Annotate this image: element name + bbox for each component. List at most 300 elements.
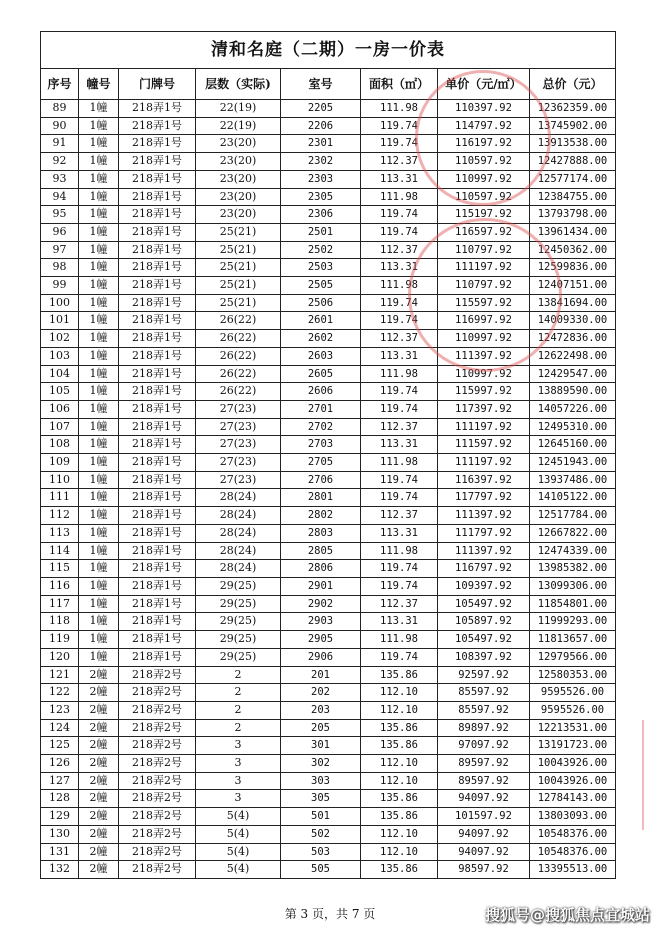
cell-total-price: 12645160.00: [530, 436, 616, 454]
cell-seq: 128: [41, 790, 79, 808]
cell-address: 218弄1号: [119, 135, 196, 153]
cell-area: 119.74: [361, 648, 438, 666]
table-row: [41, 542, 616, 560]
cell-room: 503: [281, 843, 361, 861]
cell-total-price: 12667822.00: [530, 524, 616, 542]
cell-area: 119.74: [361, 117, 438, 135]
cell-unit-price: 105497.92: [438, 595, 530, 613]
cell-unit-price: 111197.92: [438, 454, 530, 472]
cell-address: 218弄1号: [119, 383, 196, 401]
cell-room: 2905: [281, 631, 361, 649]
cell-floor: 26(22): [196, 312, 281, 330]
cell-seq: 105: [41, 383, 79, 401]
table-row: [41, 648, 616, 666]
table-row: [41, 684, 616, 702]
table-row: [41, 170, 616, 188]
cell-address: 218弄1号: [119, 170, 196, 188]
cell-area: 113.31: [361, 613, 438, 631]
table-row: [41, 400, 616, 418]
cell-building: 2幢: [79, 772, 119, 790]
cell-building: 1幢: [79, 259, 119, 277]
cell-unit-price: 115197.92: [438, 206, 530, 224]
cell-floor: 22(19): [196, 117, 281, 135]
cell-area: 111.98: [361, 542, 438, 560]
cell-floor: 28(24): [196, 489, 281, 507]
cell-address: 218弄1号: [119, 188, 196, 206]
cell-seq: 99: [41, 277, 79, 295]
cell-floor: 29(25): [196, 577, 281, 595]
cell-seq: 91: [41, 135, 79, 153]
cell-area: 113.31: [361, 524, 438, 542]
cell-total-price: 12362359.00: [530, 100, 616, 118]
table-row: [41, 790, 616, 808]
cell-address: 218弄1号: [119, 507, 196, 525]
column-header-address: 门牌号: [119, 69, 196, 100]
cell-address: 218弄1号: [119, 524, 196, 542]
cell-room: 2802: [281, 507, 361, 525]
cell-building: 1幢: [79, 153, 119, 171]
cell-floor: 25(21): [196, 241, 281, 259]
cell-total-price: 12622498.00: [530, 347, 616, 365]
table-row: [41, 330, 616, 348]
cell-floor: 5(4): [196, 843, 281, 861]
cell-unit-price: 110597.92: [438, 188, 530, 206]
cell-address: 218弄2号: [119, 790, 196, 808]
cell-room: 2306: [281, 206, 361, 224]
cell-area: 112.37: [361, 153, 438, 171]
cell-seq: 90: [41, 117, 79, 135]
cell-unit-price: 97097.92: [438, 737, 530, 755]
cell-area: 111.98: [361, 631, 438, 649]
cell-address: 218弄2号: [119, 755, 196, 773]
cell-floor: 23(20): [196, 170, 281, 188]
cell-building: 1幢: [79, 188, 119, 206]
cell-seq: 119: [41, 631, 79, 649]
cell-unit-price: 98597.92: [438, 861, 530, 879]
cell-unit-price: 85597.92: [438, 684, 530, 702]
cell-address: 218弄1号: [119, 241, 196, 259]
cell-building: 1幢: [79, 330, 119, 348]
cell-unit-price: 85597.92: [438, 701, 530, 719]
cell-unit-price: 105497.92: [438, 631, 530, 649]
cell-address: 218弄1号: [119, 542, 196, 560]
cell-area: 135.86: [361, 737, 438, 755]
cell-building: 1幢: [79, 241, 119, 259]
cell-room: 201: [281, 666, 361, 684]
cell-address: 218弄1号: [119, 436, 196, 454]
cell-area: 119.74: [361, 135, 438, 153]
cell-seq: 97: [41, 241, 79, 259]
cell-floor: 28(24): [196, 524, 281, 542]
cell-room: 303: [281, 772, 361, 790]
cell-unit-price: 111197.92: [438, 418, 530, 436]
cell-address: 218弄1号: [119, 117, 196, 135]
column-header-seq: 序号: [41, 69, 79, 100]
cell-floor: 29(25): [196, 631, 281, 649]
cell-floor: 27(23): [196, 400, 281, 418]
column-header-building: 幢号: [79, 69, 119, 100]
cell-unit-price: 117797.92: [438, 489, 530, 507]
cell-building: 1幢: [79, 206, 119, 224]
table-row: [41, 631, 616, 649]
cell-address: 218弄1号: [119, 330, 196, 348]
cell-address: 218弄1号: [119, 347, 196, 365]
cell-total-price: 12427888.00: [530, 153, 616, 171]
cell-address: 218弄1号: [119, 418, 196, 436]
table-row: [41, 347, 616, 365]
cell-unit-price: 116397.92: [438, 471, 530, 489]
table-row: [41, 701, 616, 719]
table-row: [41, 117, 616, 135]
cell-seq: 124: [41, 719, 79, 737]
table-row: [41, 471, 616, 489]
cell-total-price: 12429547.00: [530, 365, 616, 383]
cell-unit-price: 116997.92: [438, 312, 530, 330]
cell-unit-price: 109397.92: [438, 577, 530, 595]
cell-room: 2701: [281, 400, 361, 418]
cell-area: 113.31: [361, 347, 438, 365]
cell-seq: 115: [41, 560, 79, 578]
cell-room: 2206: [281, 117, 361, 135]
cell-building: 1幢: [79, 170, 119, 188]
cell-building: 1幢: [79, 277, 119, 295]
cell-floor: 26(22): [196, 347, 281, 365]
cell-seq: 101: [41, 312, 79, 330]
cell-total-price: 12450362.00: [530, 241, 616, 259]
cell-building: 2幢: [79, 684, 119, 702]
cell-area: 135.86: [361, 666, 438, 684]
cell-address: 218弄1号: [119, 223, 196, 241]
cell-unit-price: 110797.92: [438, 241, 530, 259]
cell-seq: 125: [41, 737, 79, 755]
cell-area: 111.98: [361, 365, 438, 383]
cell-address: 218弄2号: [119, 666, 196, 684]
cell-floor: 2: [196, 684, 281, 702]
cell-floor: 27(23): [196, 418, 281, 436]
cell-room: 2603: [281, 347, 361, 365]
cell-area: 119.74: [361, 577, 438, 595]
column-header-room: 室号: [281, 69, 361, 100]
cell-area: 112.10: [361, 825, 438, 843]
table-row: [41, 507, 616, 525]
cell-seq: 89: [41, 100, 79, 118]
cell-room: 2501: [281, 223, 361, 241]
cell-seq: 95: [41, 206, 79, 224]
table-row: [41, 489, 616, 507]
cell-unit-price: 94097.92: [438, 825, 530, 843]
cell-address: 218弄1号: [119, 100, 196, 118]
cell-room: 205: [281, 719, 361, 737]
cell-floor: 3: [196, 737, 281, 755]
cell-total-price: 13191723.00: [530, 737, 616, 755]
cell-floor: 29(25): [196, 595, 281, 613]
cell-area: 135.86: [361, 861, 438, 879]
cell-unit-price: 116597.92: [438, 223, 530, 241]
cell-total-price: 12577174.00: [530, 170, 616, 188]
cell-total-price: 12599836.00: [530, 259, 616, 277]
cell-floor: 27(23): [196, 454, 281, 472]
cell-total-price: 12384755.00: [530, 188, 616, 206]
cell-unit-price: 115997.92: [438, 383, 530, 401]
cell-unit-price: 89897.92: [438, 719, 530, 737]
cell-room: 2502: [281, 241, 361, 259]
cell-total-price: 14105122.00: [530, 489, 616, 507]
cell-area: 112.10: [361, 684, 438, 702]
cell-building: 1幢: [79, 577, 119, 595]
table-row: [41, 259, 616, 277]
cell-floor: 25(21): [196, 294, 281, 312]
cell-address: 218弄1号: [119, 153, 196, 171]
cell-address: 218弄2号: [119, 701, 196, 719]
cell-building: 1幢: [79, 507, 119, 525]
cell-floor: 2: [196, 666, 281, 684]
cell-unit-price: 110997.92: [438, 330, 530, 348]
cell-seq: 98: [41, 259, 79, 277]
cell-area: 135.86: [361, 719, 438, 737]
cell-seq: 93: [41, 170, 79, 188]
table-row: [41, 223, 616, 241]
cell-total-price: 10043926.00: [530, 772, 616, 790]
cell-total-price: 12472836.00: [530, 330, 616, 348]
cell-room: 2902: [281, 595, 361, 613]
cell-seq: 123: [41, 701, 79, 719]
cell-building: 1幢: [79, 524, 119, 542]
cell-area: 111.98: [361, 188, 438, 206]
cell-building: 2幢: [79, 808, 119, 826]
cell-floor: 26(22): [196, 383, 281, 401]
cell-room: 301: [281, 737, 361, 755]
cell-address: 218弄2号: [119, 825, 196, 843]
cell-area: 119.74: [361, 206, 438, 224]
table-body: [41, 100, 616, 879]
cell-room: 2806: [281, 560, 361, 578]
cell-address: 218弄1号: [119, 560, 196, 578]
cell-floor: 25(21): [196, 223, 281, 241]
cell-building: 1幢: [79, 100, 119, 118]
cell-address: 218弄1号: [119, 631, 196, 649]
cell-address: 218弄1号: [119, 277, 196, 295]
cell-floor: 23(20): [196, 206, 281, 224]
cell-address: 218弄2号: [119, 684, 196, 702]
cell-building: 2幢: [79, 701, 119, 719]
cell-building: 1幢: [79, 560, 119, 578]
cell-address: 218弄2号: [119, 737, 196, 755]
cell-seq: 102: [41, 330, 79, 348]
cell-building: 1幢: [79, 294, 119, 312]
cell-unit-price: 108397.92: [438, 648, 530, 666]
cell-unit-price: 105897.92: [438, 613, 530, 631]
cell-floor: 29(25): [196, 648, 281, 666]
cell-total-price: 11854801.00: [530, 595, 616, 613]
cell-seq: 129: [41, 808, 79, 826]
cell-room: 203: [281, 701, 361, 719]
cell-total-price: 9595526.00: [530, 701, 616, 719]
cell-area: 119.74: [361, 471, 438, 489]
cell-seq: 130: [41, 825, 79, 843]
cell-unit-price: 116797.92: [438, 560, 530, 578]
cell-floor: 27(23): [196, 436, 281, 454]
price-table: [40, 31, 616, 879]
cell-building: 1幢: [79, 365, 119, 383]
cell-area: 111.98: [361, 277, 438, 295]
cell-seq: 110: [41, 471, 79, 489]
cell-area: 119.74: [361, 383, 438, 401]
cell-seq: 113: [41, 524, 79, 542]
table-row: [41, 365, 616, 383]
cell-address: 218弄2号: [119, 843, 196, 861]
cell-building: 1幢: [79, 595, 119, 613]
cell-total-price: 11813657.00: [530, 631, 616, 649]
cell-area: 112.37: [361, 595, 438, 613]
cell-floor: 23(20): [196, 188, 281, 206]
cell-unit-price: 111397.92: [438, 347, 530, 365]
cell-unit-price: 114797.92: [438, 117, 530, 135]
table-row: [41, 241, 616, 259]
cell-floor: 26(22): [196, 330, 281, 348]
cell-total-price: 13913538.00: [530, 135, 616, 153]
cell-building: 2幢: [79, 719, 119, 737]
cell-area: 135.86: [361, 808, 438, 826]
table-row: [41, 277, 616, 295]
cell-total-price: 14009330.00: [530, 312, 616, 330]
table-row: [41, 737, 616, 755]
cell-room: 501: [281, 808, 361, 826]
cell-room: 2305: [281, 188, 361, 206]
cell-address: 218弄2号: [119, 772, 196, 790]
cell-room: 2901: [281, 577, 361, 595]
cell-area: 112.37: [361, 330, 438, 348]
cell-building: 1幢: [79, 542, 119, 560]
cell-address: 218弄1号: [119, 312, 196, 330]
cell-area: 113.31: [361, 170, 438, 188]
table-row: [41, 825, 616, 843]
cell-total-price: 13803093.00: [530, 808, 616, 826]
cell-total-price: 14057226.00: [530, 400, 616, 418]
cell-room: 2606: [281, 383, 361, 401]
cell-total-price: 10043926.00: [530, 755, 616, 773]
cell-building: 1幢: [79, 135, 119, 153]
cell-room: 505: [281, 861, 361, 879]
cell-room: 2805: [281, 542, 361, 560]
cell-address: 218弄1号: [119, 365, 196, 383]
cell-unit-price: 110797.92: [438, 277, 530, 295]
cell-address: 218弄2号: [119, 719, 196, 737]
cell-seq: 118: [41, 613, 79, 631]
cell-floor: 23(20): [196, 135, 281, 153]
cell-seq: 96: [41, 223, 79, 241]
cell-area: 112.37: [361, 507, 438, 525]
table-row: [41, 613, 616, 631]
cell-area: 119.74: [361, 560, 438, 578]
cell-building: 2幢: [79, 843, 119, 861]
cell-unit-price: 110397.92: [438, 100, 530, 118]
cell-floor: 22(19): [196, 100, 281, 118]
cell-unit-price: 92597.92: [438, 666, 530, 684]
table-row: [41, 719, 616, 737]
cell-floor: 28(24): [196, 560, 281, 578]
cell-total-price: 10548376.00: [530, 825, 616, 843]
cell-total-price: 11999293.00: [530, 613, 616, 631]
cell-seq: 117: [41, 595, 79, 613]
cell-total-price: 13745902.00: [530, 117, 616, 135]
cell-building: 1幢: [79, 312, 119, 330]
cell-address: 218弄2号: [119, 861, 196, 879]
cell-room: 502: [281, 825, 361, 843]
cell-unit-price: 101597.92: [438, 808, 530, 826]
cell-floor: 25(21): [196, 259, 281, 277]
cell-seq: 132: [41, 861, 79, 879]
cell-room: 2602: [281, 330, 361, 348]
cell-floor: 3: [196, 772, 281, 790]
cell-building: 1幢: [79, 613, 119, 631]
cell-seq: 116: [41, 577, 79, 595]
cell-total-price: 13099306.00: [530, 577, 616, 595]
cell-unit-price: 89597.92: [438, 755, 530, 773]
table-row: [41, 188, 616, 206]
cell-building: 2幢: [79, 755, 119, 773]
cell-room: 2205: [281, 100, 361, 118]
table-row: [41, 454, 616, 472]
cell-address: 218弄1号: [119, 471, 196, 489]
cell-seq: 94: [41, 188, 79, 206]
cell-area: 112.37: [361, 241, 438, 259]
cell-unit-price: 94097.92: [438, 843, 530, 861]
cell-unit-price: 117397.92: [438, 400, 530, 418]
cell-floor: 5(4): [196, 808, 281, 826]
price-sheet: [40, 31, 615, 879]
cell-area: 135.86: [361, 790, 438, 808]
cell-unit-price: 110597.92: [438, 153, 530, 171]
table-row: [41, 755, 616, 773]
table-row: [41, 560, 616, 578]
cell-building: 1幢: [79, 117, 119, 135]
cell-area: 112.10: [361, 772, 438, 790]
cell-floor: 27(23): [196, 471, 281, 489]
cell-seq: 108: [41, 436, 79, 454]
table-row: [41, 595, 616, 613]
cell-unit-price: 111397.92: [438, 507, 530, 525]
cell-total-price: 9595526.00: [530, 684, 616, 702]
cell-total-price: 13937486.00: [530, 471, 616, 489]
cell-total-price: 13889590.00: [530, 383, 616, 401]
cell-floor: 5(4): [196, 861, 281, 879]
cell-area: 111.98: [361, 454, 438, 472]
table-row: [41, 861, 616, 879]
cell-room: 2503: [281, 259, 361, 277]
cell-floor: 5(4): [196, 825, 281, 843]
cell-room: 2301: [281, 135, 361, 153]
cell-address: 218弄1号: [119, 294, 196, 312]
cell-building: 1幢: [79, 383, 119, 401]
cell-address: 218弄1号: [119, 259, 196, 277]
cell-building: 1幢: [79, 436, 119, 454]
cell-unit-price: 94097.92: [438, 790, 530, 808]
cell-address: 218弄1号: [119, 648, 196, 666]
cell-total-price: 12580353.00: [530, 666, 616, 684]
cell-seq: 103: [41, 347, 79, 365]
cell-building: 1幢: [79, 489, 119, 507]
cell-room: 2601: [281, 312, 361, 330]
cell-total-price: 13985382.00: [530, 560, 616, 578]
cell-seq: 112: [41, 507, 79, 525]
cell-floor: 3: [196, 790, 281, 808]
cell-address: 218弄2号: [119, 808, 196, 826]
cell-unit-price: 111797.92: [438, 524, 530, 542]
cell-total-price: 12474339.00: [530, 542, 616, 560]
cell-floor: 23(20): [196, 153, 281, 171]
cell-seq: 121: [41, 666, 79, 684]
page-title: 清和名庭（二期）一房一价表: [41, 32, 616, 69]
